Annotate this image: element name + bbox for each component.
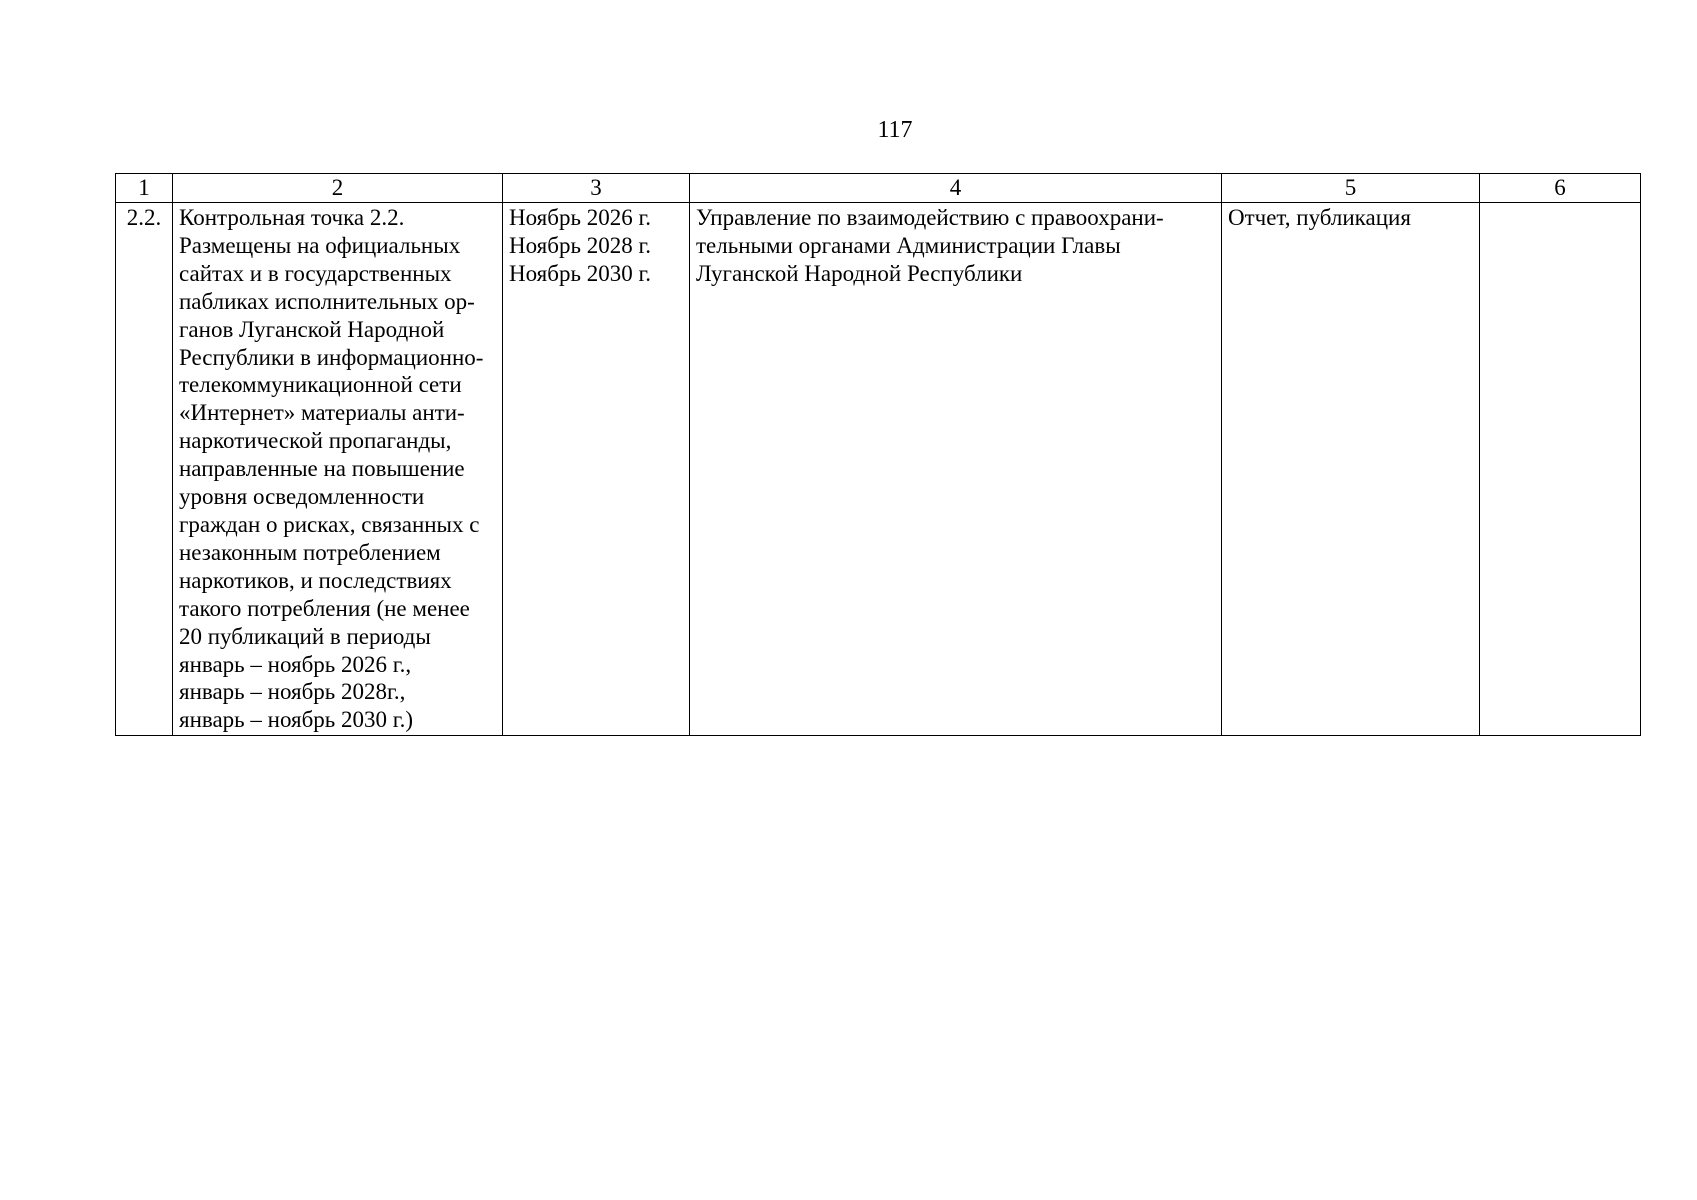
- row-number: 2.2.: [116, 203, 173, 736]
- header-col-5: 5: [1222, 174, 1480, 203]
- description-line: Размещены на официальных: [179, 232, 461, 258]
- row-note: [1480, 203, 1641, 736]
- responsible-line: тельными органами Администрации Главы: [696, 232, 1121, 258]
- description-line: уровня осведомленности: [179, 484, 425, 510]
- responsible-line: Управление по взаимодействию с правоохрани-: [696, 205, 1164, 230]
- header-col-4: 4: [690, 174, 1222, 203]
- description-line: Контрольная точка 2.2.: [179, 205, 405, 230]
- description-line: направленные на повышение: [179, 456, 465, 482]
- responsible-line: Луганской Народной Республики: [696, 260, 1023, 286]
- description-line: Республики в информационно-: [179, 344, 484, 370]
- header-col-2: 2: [173, 174, 503, 203]
- row-description: [173, 203, 503, 736]
- table-row: [116, 203, 1641, 736]
- description-line: январь – ноябрь 2028г.,: [179, 679, 406, 705]
- description-line: сайтах и в государственных: [179, 260, 452, 286]
- description-line: ганов Луганской Народной: [179, 316, 445, 342]
- row-deadline: [503, 203, 690, 736]
- description-line: телекоммуникационной сети: [179, 372, 462, 398]
- row-responsible: [690, 203, 1222, 736]
- description-line: такого потребления (не менее: [179, 595, 470, 621]
- table-header-row: [116, 174, 1641, 203]
- description-line: 20 публикаций в периоды: [179, 623, 431, 649]
- header-col-3: 3: [503, 174, 690, 203]
- description-line: январь – ноябрь 2026 г.,: [179, 651, 412, 677]
- description-line: незаконным потреблением: [179, 539, 441, 565]
- header-col-1: 1: [116, 174, 173, 203]
- description-line: пабликах исполнительных ор-: [179, 288, 475, 314]
- header-col-6: 6: [1480, 174, 1641, 203]
- plan-table: [115, 173, 1641, 736]
- page-number: 117: [877, 117, 913, 143]
- deadline-line: Ноябрь 2026 г.: [509, 205, 652, 230]
- deadline-line: Ноябрь 2028 г.: [509, 232, 652, 258]
- deadline-line: Ноябрь 2030 г.: [509, 260, 652, 286]
- description-line: январь – ноябрь 2030 г.): [179, 707, 414, 733]
- row-result: Отчет, публикация: [1222, 203, 1480, 736]
- description-line: наркотической пропаганды,: [179, 428, 452, 454]
- description-line: «Интернет» материалы анти-: [179, 400, 465, 426]
- description-line: граждан о рисках, связанных с: [179, 511, 480, 537]
- description-line: наркотиков, и последствиях: [179, 567, 452, 593]
